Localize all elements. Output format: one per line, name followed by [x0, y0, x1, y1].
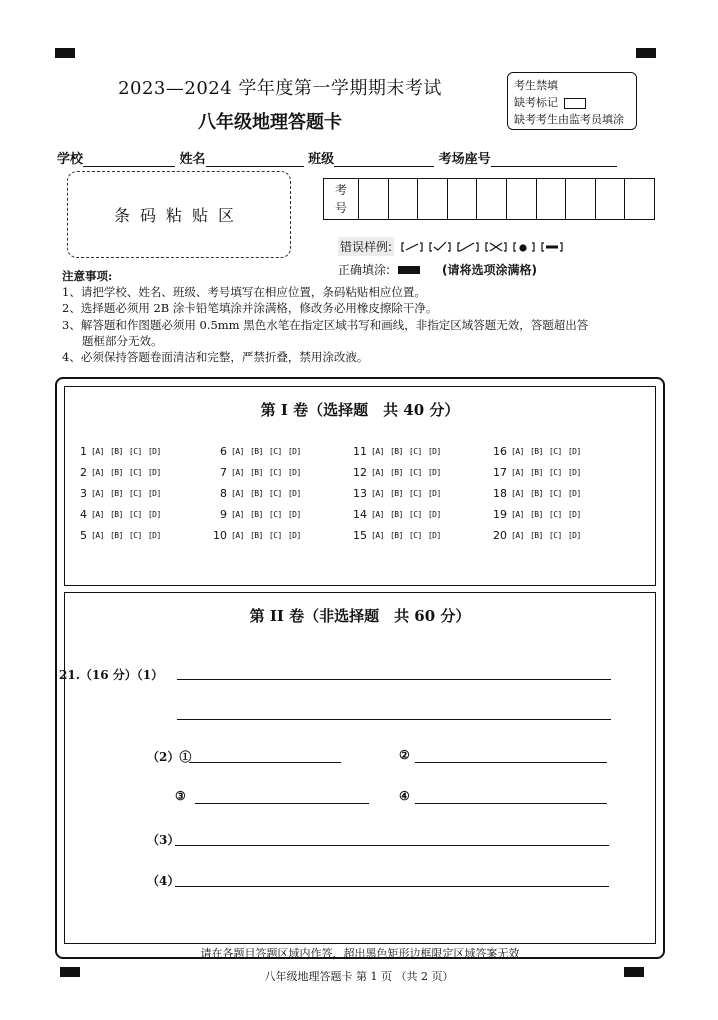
option-bubble-b[interactable]: [B] [529, 531, 543, 540]
option-bubble-d[interactable]: [D] [147, 510, 161, 519]
wrong-example-label: 错误样例: [338, 237, 394, 256]
option-bubble-c[interactable]: [C] [128, 531, 142, 540]
school-label: 学校 [57, 152, 84, 167]
question-number: 9 [220, 508, 227, 521]
option-bubble-b[interactable]: [B] [389, 447, 403, 456]
exam-number-cell[interactable] [537, 179, 567, 219]
option-bubble-d[interactable]: [D] [567, 468, 581, 477]
seat-label: 考场座号 [438, 152, 491, 167]
option-bubble-a[interactable]: [A] [371, 447, 384, 456]
q21-4-answer-line[interactable] [175, 886, 609, 887]
option-bubble-d[interactable]: [D] [427, 489, 441, 498]
question-number: 18 [493, 487, 507, 500]
option-bubble-c[interactable]: [C] [408, 510, 422, 519]
option-bubble-a[interactable]: [A] [511, 447, 524, 456]
option-bubble-d[interactable]: [D] [427, 531, 441, 540]
option-bubble-c[interactable]: [C] [268, 447, 282, 456]
option-bubble-c[interactable]: [C] [408, 447, 422, 456]
question-number: 5 [80, 529, 87, 542]
notes-title: 注意事项: [62, 269, 113, 283]
option-bubble-b[interactable]: [B] [389, 531, 403, 540]
q21-1-answer-line-2[interactable] [177, 719, 611, 720]
class-label: 班级 [308, 152, 335, 167]
wrong-fill-examples [338, 237, 570, 256]
barcode-area [67, 171, 291, 258]
option-bubble-d[interactable]: [D] [427, 468, 441, 477]
option-bubble-c[interactable]: [C] [268, 489, 282, 498]
q21-3-label: （3） [147, 833, 180, 847]
option-bubble-b[interactable]: [B] [109, 531, 123, 540]
option-bubble-d[interactable]: [D] [287, 531, 301, 540]
seal-line-1: 考生禁填 [514, 79, 558, 92]
option-bubble-a[interactable]: [A] [231, 447, 244, 456]
option-bubble-c[interactable]: [C] [548, 489, 562, 498]
note-item-2: 2、选择题必须用 2B 涂卡铅笔填涂并涂满格，修改务必用橡皮擦除干净。 [62, 301, 438, 316]
option-bubble-b[interactable]: [B] [109, 468, 123, 477]
choice-question-11 [345, 445, 447, 458]
option-bubble-a[interactable]: [A] [91, 447, 104, 456]
absence-seal-box [507, 72, 637, 130]
option-bubble-d[interactable]: [D] [147, 531, 161, 540]
exam-number-cell[interactable] [596, 179, 626, 219]
option-bubble-b[interactable]: [B] [389, 510, 403, 519]
student-info-row [57, 148, 617, 167]
exam-number-cell[interactable] [477, 179, 507, 219]
option-bubble-a[interactable]: [A] [91, 510, 104, 519]
option-bubble-a[interactable]: [A] [511, 489, 524, 498]
option-bubble-b[interactable]: [B] [109, 510, 123, 519]
q21-2-blank-2[interactable] [415, 762, 607, 763]
section-2-title: 第 II 卷（非选择题 共 60 分） [249, 607, 471, 625]
option-bubble-c[interactable]: [C] [128, 468, 142, 477]
option-bubble-c[interactable]: [C] [268, 510, 282, 519]
q21-2-circle-2: ② [399, 748, 410, 762]
option-bubble-b[interactable]: [B] [389, 468, 403, 477]
q21-2-circle-3: ③ [175, 789, 186, 803]
exam-number-cell[interactable] [566, 179, 596, 219]
option-bubble-c[interactable]: [C] [408, 489, 422, 498]
option-bubble-b[interactable]: [B] [529, 489, 543, 498]
question-number: 1 [80, 445, 87, 458]
correct-fill-note: (请将选项涂满格) [442, 263, 538, 277]
question-number: 10 [213, 529, 227, 542]
barcode-label: 条码粘贴区 [113, 206, 244, 225]
q21-2-blank-4[interactable] [415, 803, 607, 804]
q21-1-answer-line[interactable] [177, 679, 611, 680]
choice-question-12 [345, 466, 447, 479]
option-bubble-b[interactable]: [B] [249, 510, 263, 519]
exam-number-cell[interactable] [625, 179, 654, 219]
option-bubble-a[interactable]: [A] [91, 531, 104, 540]
choice-question-20 [485, 529, 587, 542]
option-bubble-c[interactable]: [C] [548, 468, 562, 477]
choice-question-7 [205, 466, 307, 479]
option-bubble-c[interactable]: [C] [548, 531, 562, 540]
corner-mark-top-left [55, 48, 75, 58]
question-number: 2 [80, 466, 87, 479]
option-bubble-d[interactable]: [D] [427, 447, 441, 456]
option-bubble-d[interactable]: [D] [147, 489, 161, 498]
absent-mark-box[interactable] [564, 98, 586, 109]
notes-block [62, 268, 692, 365]
exam-number-cell[interactable] [418, 179, 448, 219]
exam-number-cell[interactable] [359, 179, 389, 219]
answer-area-footnote: 请在各题目答题区域内作答，超出黑色矩形边框限定区域答案无效 [200, 947, 520, 960]
question-number: 11 [353, 445, 367, 458]
choice-question-19 [485, 508, 587, 521]
page-footer: 八年级地理答题卡 第 1 页 （共 2 页） [264, 970, 454, 983]
question-number: 15 [353, 529, 367, 542]
question-number: 17 [493, 466, 507, 479]
exam-number-cell[interactable] [448, 179, 478, 219]
section-1-title: 第 I 卷（选择题 共 40 分） [260, 401, 460, 419]
choice-question-17 [485, 466, 587, 479]
option-bubble-d[interactable]: [D] [287, 447, 301, 456]
q21-label: 21.（16 分）（1） [59, 668, 164, 682]
note-item-1: 1、请把学校、姓名、班级、考号填写在相应位置，条码粘贴相应位置。 [62, 285, 426, 300]
q21-3-answer-line[interactable] [175, 845, 609, 846]
option-bubble-b[interactable]: [B] [249, 447, 263, 456]
q21-4-label: （4） [147, 874, 180, 888]
choice-question-18 [485, 487, 587, 500]
option-bubble-d[interactable]: [D] [567, 447, 581, 456]
option-bubble-c[interactable]: [C] [268, 468, 282, 477]
corner-mark-top-right [636, 48, 656, 58]
option-bubble-a[interactable]: [A] [231, 489, 244, 498]
option-bubble-d[interactable]: [D] [287, 468, 301, 477]
option-bubble-c[interactable]: [C] [128, 447, 142, 456]
option-bubble-d[interactable]: [D] [567, 510, 581, 519]
card-subtitle: 八年级地理答题卡 [198, 112, 342, 133]
seal-line-3: 缺考考生由监考员填涂 [514, 113, 624, 126]
question-number: 19 [493, 508, 507, 521]
choice-question-5 [65, 529, 167, 542]
seal-line-2: 缺考标记 [514, 94, 630, 111]
option-bubble-a[interactable]: [A] [231, 531, 244, 540]
option-bubble-b[interactable]: [B] [529, 447, 543, 456]
exam-number-cell[interactable] [507, 179, 537, 219]
note-item-3: 3、解答题和作图题必须用 0.5mm 黑色水笔在指定区域书写和画线，非指定区域答题无效，答题超出答 [62, 317, 589, 332]
question-number: 20 [493, 529, 507, 542]
choice-question-6 [205, 445, 307, 458]
name-field[interactable] [206, 152, 304, 167]
option-bubble-a[interactable]: [A] [371, 489, 384, 498]
section-2-free-response [59, 592, 656, 944]
wrong-fill-samples-icon [400, 240, 570, 254]
option-bubble-a[interactable]: [A] [231, 510, 244, 519]
option-bubble-b[interactable]: [B] [529, 510, 543, 519]
q21-2-label: （2）① [147, 750, 192, 764]
question-number: 13 [353, 487, 367, 500]
question-number: 7 [220, 466, 227, 479]
seat-field[interactable] [491, 152, 617, 167]
option-bubble-b[interactable]: [B] [249, 531, 263, 540]
q21-2-blank-3[interactable] [195, 803, 369, 804]
question-number: 16 [493, 445, 507, 458]
question-number: 6 [220, 445, 227, 458]
option-bubble-b[interactable]: [B] [109, 447, 123, 456]
class-field[interactable] [334, 152, 434, 167]
option-bubble-d[interactable]: [D] [287, 510, 301, 519]
correct-example-label: 正确填涂: [338, 263, 391, 277]
choice-question-9 [205, 508, 307, 521]
question-number: 14 [353, 508, 367, 521]
option-bubble-b[interactable]: [B] [529, 468, 543, 477]
option-bubble-b[interactable]: [B] [109, 489, 123, 498]
choice-question-13 [345, 487, 447, 500]
option-bubble-d[interactable]: [D] [427, 510, 441, 519]
option-bubble-c[interactable]: [C] [408, 468, 422, 477]
q21-2-circle-4: ④ [399, 789, 410, 803]
choice-question-4 [65, 508, 167, 521]
question-number: 4 [80, 508, 87, 521]
question-number: 3 [80, 487, 87, 500]
choice-question-3 [65, 487, 167, 500]
option-bubble-c[interactable]: [C] [128, 510, 142, 519]
option-bubble-d[interactable]: [D] [147, 468, 161, 477]
school-field[interactable] [83, 152, 175, 167]
option-bubble-a[interactable]: [A] [371, 531, 384, 540]
option-bubble-d[interactable]: [D] [567, 489, 581, 498]
section-1-choice [64, 386, 656, 586]
option-bubble-d[interactable]: [D] [147, 447, 161, 456]
option-bubble-b[interactable]: [B] [249, 468, 263, 477]
option-bubble-a[interactable]: [A] [91, 468, 104, 477]
option-bubble-a[interactable]: [A] [231, 468, 244, 477]
choice-question-10 [205, 529, 307, 542]
option-bubble-a[interactable]: [A] [371, 468, 384, 477]
option-bubble-d[interactable]: [D] [567, 531, 581, 540]
option-bubble-d[interactable]: [D] [287, 489, 301, 498]
question-number: 8 [220, 487, 227, 500]
option-bubble-c[interactable]: [C] [268, 531, 282, 540]
option-bubble-a[interactable]: [A] [511, 510, 524, 519]
choice-question-2 [65, 466, 167, 479]
option-bubble-c[interactable]: [C] [408, 531, 422, 540]
option-bubble-a[interactable]: [A] [91, 489, 104, 498]
choice-question-14 [345, 508, 447, 521]
option-bubble-a[interactable]: [A] [371, 510, 384, 519]
option-bubble-a[interactable]: [A] [511, 468, 524, 477]
exam-title: 2023—2024 学年度第一学期期末考试 [118, 78, 442, 99]
note-item-4: 4、必须保持答题卷面清洁和完整，严禁折叠，禁用涂改液。 [62, 350, 369, 365]
choice-question-8 [205, 487, 307, 500]
exam-number-grid [323, 178, 655, 220]
exam-number-label: 考 号 [324, 179, 359, 219]
choice-question-16 [485, 445, 587, 458]
option-bubble-a[interactable]: [A] [511, 531, 524, 540]
option-bubble-b[interactable]: [B] [249, 489, 263, 498]
q21-2-blank-1[interactable] [189, 762, 341, 763]
note-item-3-cont: 题框部分无效。 [82, 333, 163, 348]
question-number: 12 [353, 466, 367, 479]
exam-number-cell[interactable] [389, 179, 419, 219]
option-bubble-b[interactable]: [B] [389, 489, 403, 498]
choice-question-1 [65, 445, 167, 458]
name-label: 姓名 [179, 152, 206, 167]
option-bubble-c[interactable]: [C] [548, 510, 562, 519]
choice-question-15 [345, 529, 447, 542]
option-bubble-c[interactable]: [C] [548, 447, 562, 456]
option-bubble-c[interactable]: [C] [128, 489, 142, 498]
